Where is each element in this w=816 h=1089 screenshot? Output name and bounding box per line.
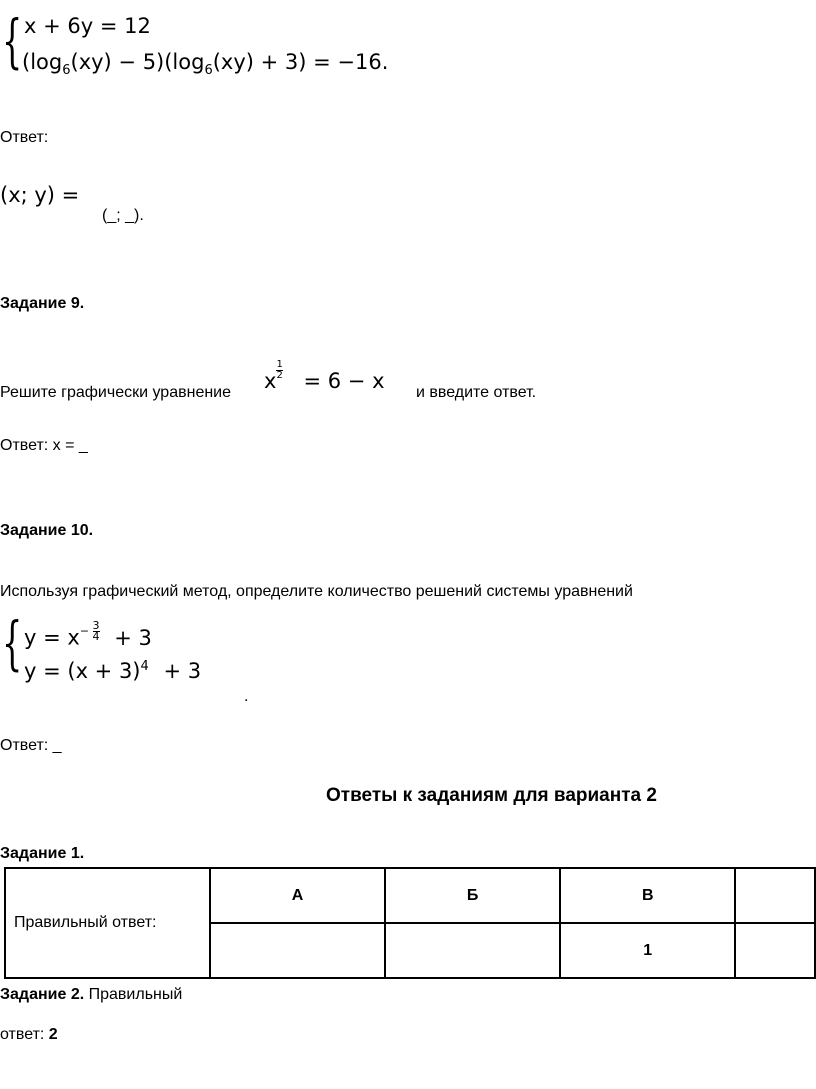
task10-equation-2: $y = (x + 3)^4 + 3$	[24, 659, 202, 683]
answer-math: (x; y) =	[0, 183, 80, 207]
table-row	[5, 868, 815, 923]
task10-answer[interactable]: Ответ: _	[0, 737, 62, 754]
system-equation-2: $(\log_6(xy) - 5)(\log_6(xy) + 3) = -16$.	[22, 50, 389, 79]
task10-dot: .	[244, 688, 249, 705]
system-equation-1: x + 6y = 12	[24, 14, 151, 38]
answers-task2-text: Правильный	[84, 986, 183, 1003]
answer-blank[interactable]: (_; _).	[102, 207, 144, 224]
task9-text-before: Решите графически уравнение	[0, 384, 232, 401]
answers-task2-answer: ответ: 2	[0, 1026, 58, 1043]
header-cell-v: В	[560, 868, 735, 923]
answers-task2	[0, 986, 182, 1004]
task9-answer[interactable]: Ответ: x = _	[0, 437, 88, 454]
answers-task2-title: Задание 2.	[0, 986, 85, 1003]
answer-label: Ответ:	[0, 129, 49, 146]
value-cell-b	[385, 923, 560, 978]
system-brace-2: {	[2, 609, 23, 677]
task10-title: Задание 10.	[0, 522, 94, 539]
task9-text-after: и введите ответ.	[416, 384, 537, 401]
value-cell-v: 1	[560, 923, 735, 978]
value-cell-a	[210, 923, 385, 978]
task10-equation-1: y = x− $\frac{3}{4}$ + 3	[24, 619, 152, 650]
task9-title: Задание 9.	[0, 295, 85, 312]
row-label-cell: Правильный ответ:	[5, 868, 210, 978]
answers-heading: Ответы к заданиям для варианта 2	[326, 785, 657, 806]
task9-equation: x $\frac{1}{2}$ = 6 − x	[264, 359, 385, 393]
answers-task1-title: Задание 1.	[0, 845, 85, 862]
header-cell-extra	[735, 868, 815, 923]
header-cell-b: Б	[385, 868, 560, 923]
task10-text: Используя графический метод, определите количество решений системы уравнений	[0, 583, 633, 600]
value-cell-extra	[735, 923, 815, 978]
answer-table	[4, 867, 816, 979]
system-brace: {	[2, 7, 23, 75]
header-cell-a: А	[210, 868, 385, 923]
